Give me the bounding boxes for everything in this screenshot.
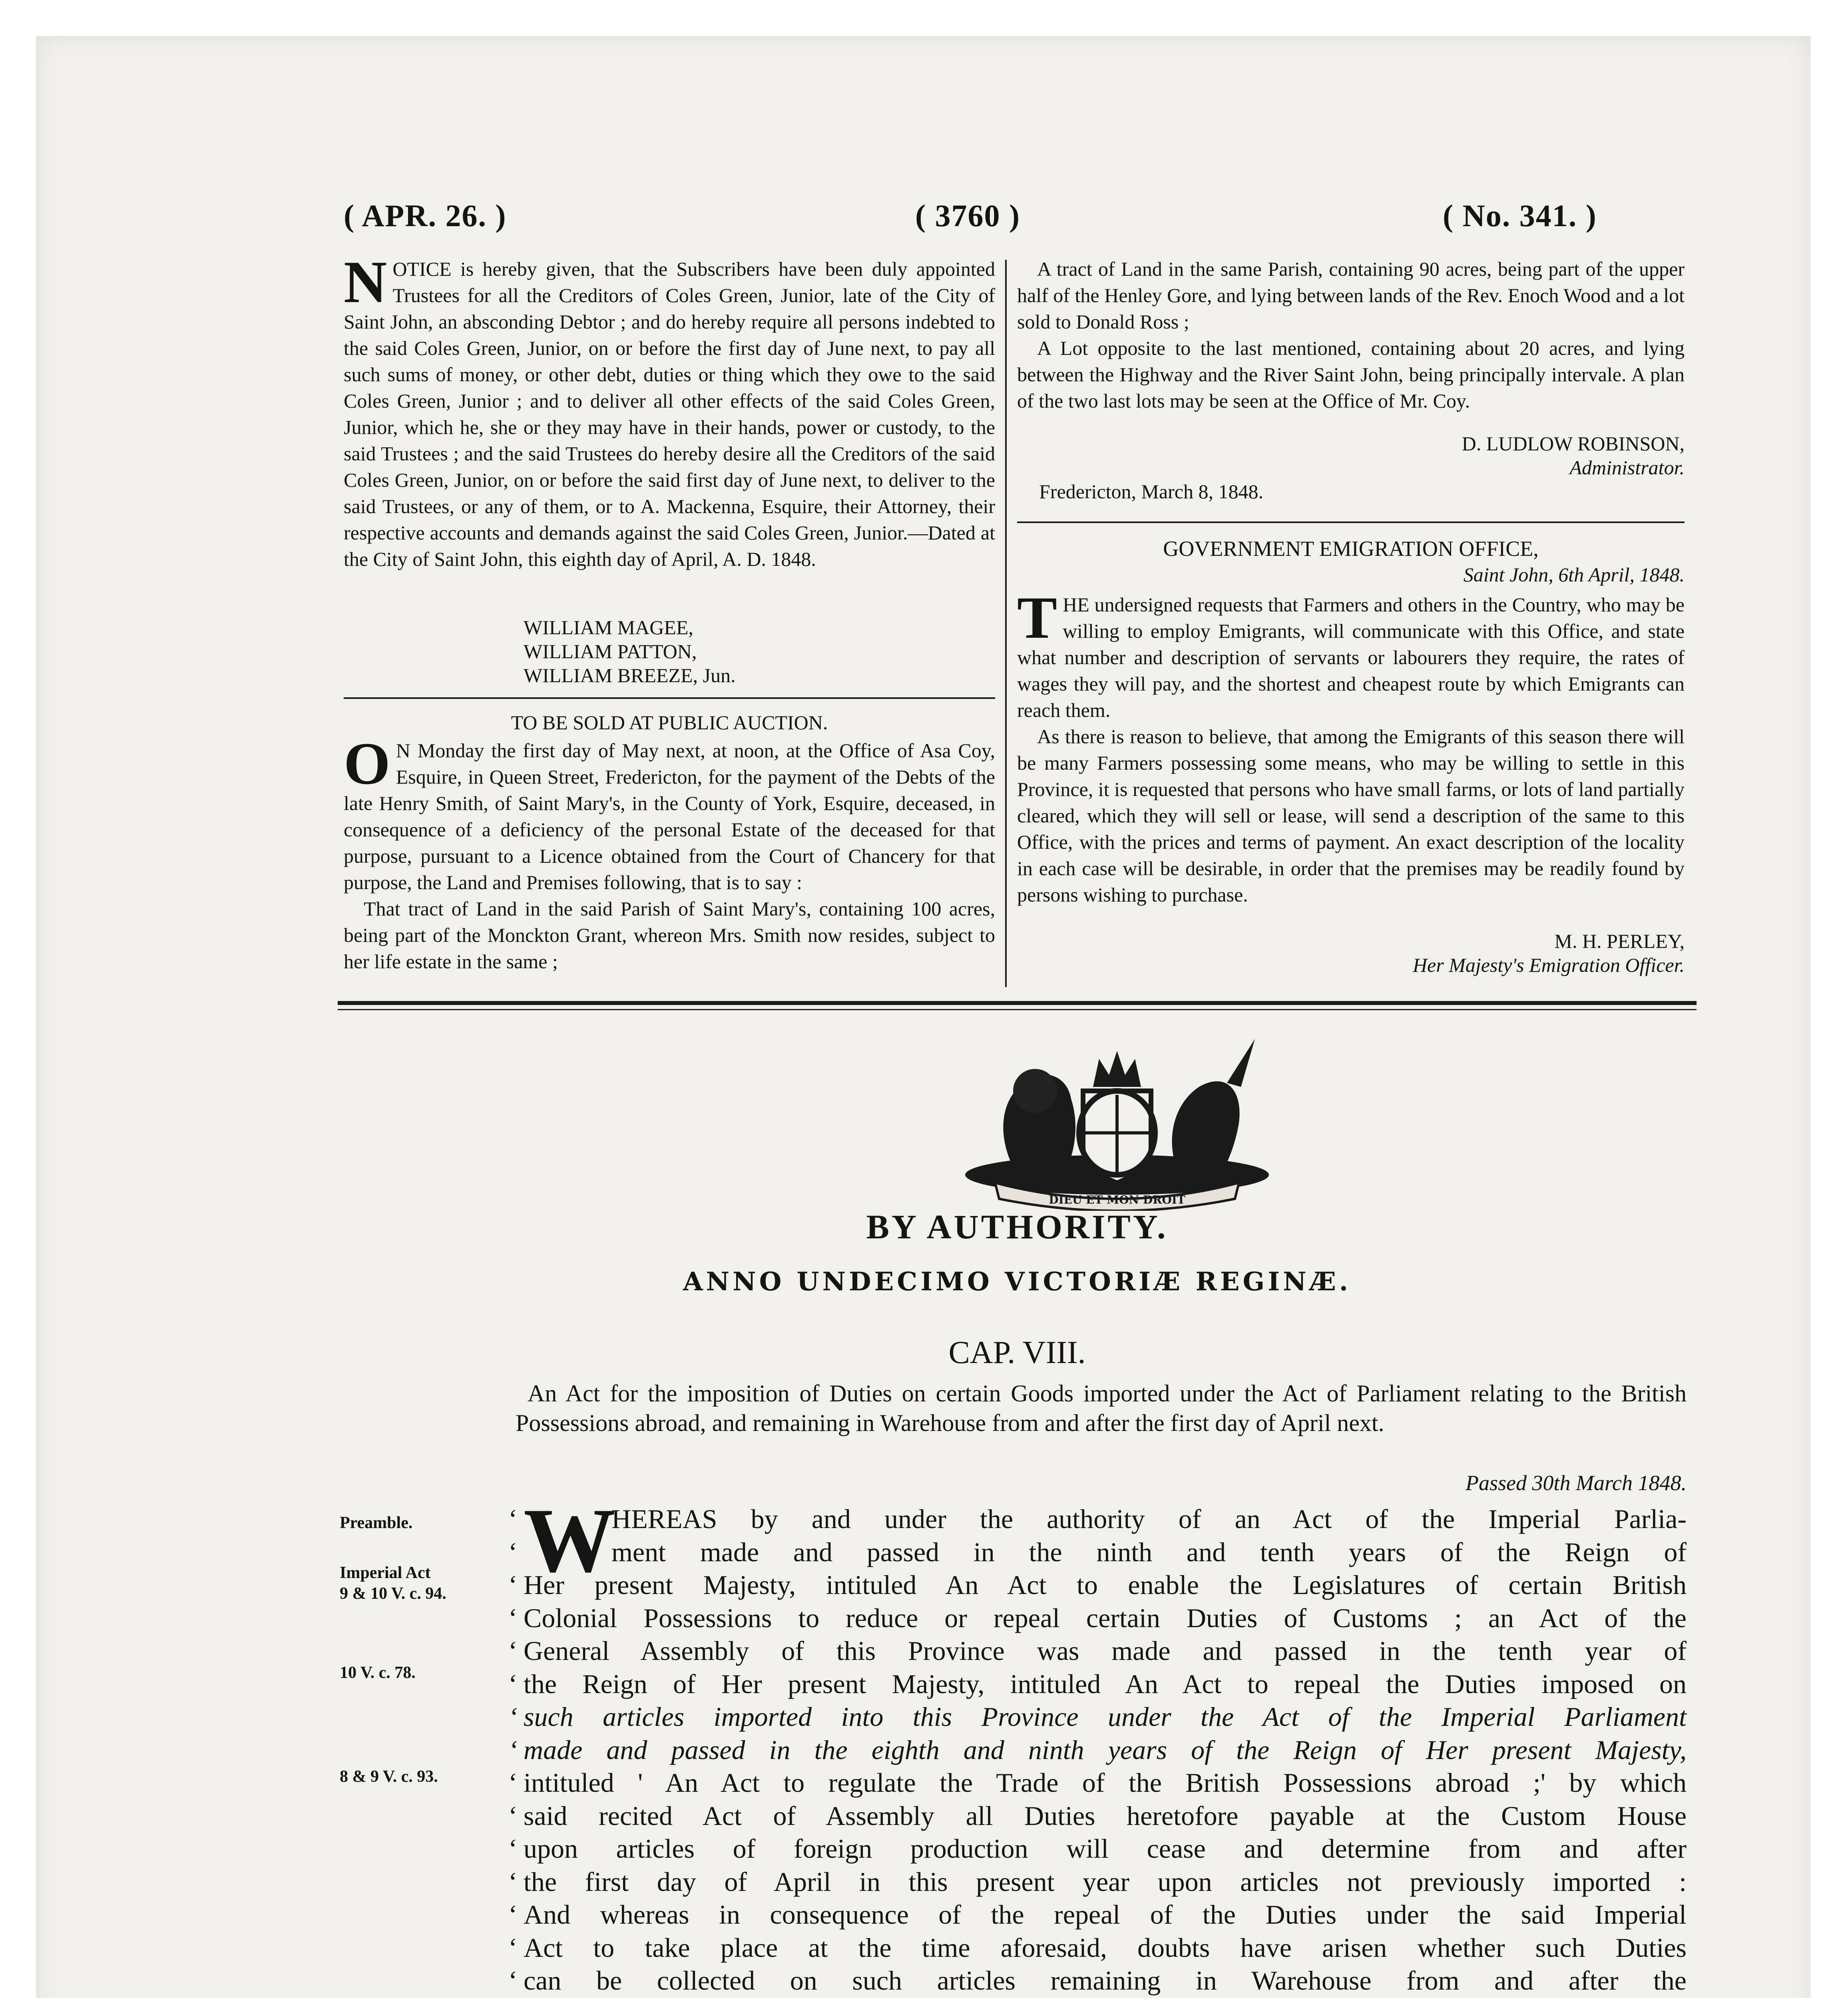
- drop-cap: W: [524, 1489, 615, 1591]
- drop-cap: T: [1017, 585, 1057, 651]
- preamble-line: General Assembly of this Province was made and passed in the tenth year of: [524, 1636, 1687, 1666]
- royal-crest-icon: [951, 1031, 1283, 1211]
- section-rule: [338, 1001, 1697, 1005]
- drop-cap: N: [344, 249, 387, 315]
- signer-name: M. H. PERLEY,: [1554, 930, 1685, 952]
- emigration-heading: GOVERNMENT EMIGRATION OFFICE,: [1163, 537, 1539, 561]
- margin-note-preamble: Preamble.: [340, 1514, 413, 1532]
- preamble-line: Act to take place at the time aforesaid, doubts have arisen whether such Duties: [524, 1932, 1687, 1963]
- signer-title: Administrator.: [1569, 456, 1685, 479]
- crest-motto: DIEU ET MON DROIT: [1049, 1193, 1185, 1206]
- creditors-notice: [344, 249, 995, 572]
- chapter-heading: CAP. VIII.: [948, 1335, 1086, 1370]
- auction-heading: TO BE SOLD AT PUBLIC AUCTION.: [511, 711, 828, 734]
- emigration-dateline: Saint John, 6th April, 1848.: [1463, 563, 1685, 586]
- creditors-signatories: [524, 615, 735, 687]
- regnal-year-heading: ANNO UNDECIMO VICTORIÆ REGINÆ.: [683, 1267, 1352, 1297]
- preamble-line-wrap: [524, 1766, 1687, 1799]
- preamble-line-wrap: [524, 1602, 1687, 1635]
- auction-dateline: Fredericton, March 8, 1848.: [1039, 480, 1263, 503]
- preamble-line: intituled ' An Act to regulate the Trade of the British Possessions abroad ;' by which: [524, 1767, 1687, 1798]
- signatory: WILLIAM PATTON,: [524, 640, 697, 663]
- preamble-line: said recited Act of Assembly all Duties heretofore payable at the Custom House: [524, 1800, 1687, 1831]
- auction-continued: [1017, 256, 1685, 414]
- margin-note-imperial-act: Imperial Act: [340, 1564, 431, 1582]
- emigration-notice: [1017, 585, 1685, 908]
- preamble-line-wrap: [524, 1668, 1687, 1701]
- emigration-signature: [1017, 929, 1685, 977]
- preamble-line-wrap: [524, 1898, 1687, 1931]
- preamble-line: And whereas in consequence of the repeal of the Duties under the said Imperial: [524, 1899, 1687, 1930]
- act-title: An Act for the imposition of Duties on certain Goods imported under the Act of Parliament relating to the British Possessions abroad, and remaining in Warehouse from and after the first day of April next.: [516, 1380, 1687, 1436]
- creditors-notice-body: OTICE is hereby given, that the Subscribers have been duly appointed Trustees for all the Creditors of Coles Green, Junior, late of the City of Saint John, an absconding Debtor ; and do hereby require all persons indebted to the said Coles Green, Junior, on or before the first day of June next, to pay all such sums of money, or other debt, duties or thing which they owe to the said Coles Green, Junior ; and to deliver all other effects of the said Coles Green, Junior, which he, she or they may have in their hands, power or custody, to the said Trustees ; and the said Trustees do hereby desire all the Creditors of the said Coles Green, Junior, on or before the said first day of June next, to deliver to the said Trustees, or any of them, or to A. Mackenna, Esquire, their Attorney, their respective accounts and demands against the said Coles Green, Junior.—Dated at the City of Saint John, this eighth day of April, A. D. 1848.: [344, 258, 995, 570]
- preamble-line: the Reign of Her present Majesty, intituled An Act to repeal the Duties imposed on: [524, 1668, 1687, 1699]
- preamble-line-wrap: [524, 1733, 1687, 1767]
- margin-note-statute: 9 & 10 V. c. 94.: [340, 1584, 446, 1603]
- auction-lot-1: That tract of Land in the said Parish of Saint Mary's, containing 100 acres, being part of the Monckton Grant, whereon Mrs. Smith now resides, subject to her life estate in the same ;: [344, 898, 995, 973]
- auction-body: N Monday the first day of May next, at noon, at the Office of Asa Coy, Esquire, in Queen Street, Fredericton, for the payment of the Debts of the late Henry Smith, of Saint Mary's, in the County of York, Esquire, deceased, in consequence of a deficiency of the personal Estate of the deceased for that purpose, pursuant to a Licence obtained from the Court of Chancery for that purpose, the Land and Premises following, that is to say :: [344, 739, 995, 894]
- preamble-line-wrap: [524, 1865, 1687, 1898]
- preamble-line-wrap: [524, 1832, 1687, 1865]
- signer-title: Her Majesty's Emigration Officer.: [1412, 954, 1685, 976]
- preamble-line: Colonial Possessions to reduce or repeal certain Duties of Customs ; an Act of the: [524, 1602, 1687, 1633]
- administrator-signature: [1017, 432, 1685, 480]
- divider-rule: [1017, 521, 1685, 523]
- signer-name: D. LUDLOW ROBINSON,: [1462, 432, 1685, 455]
- emigration-body-2: As there is reason to believe, that among the Emigrants of this season there will be many Farmers possessing some means, who may be willing to settle in this Province, it is requested that persons who have small farms, or lots of land partially cleared, which they will sell or lease, will send a description of the same to this Office, with the prices and terms of payment. An exact description of the locality in each case will be desirable, in order that the premises may be readily found by persons wishing to purchase.: [1017, 725, 1685, 906]
- preamble-line-wrap: [524, 1634, 1687, 1668]
- preamble-line-wrap: [524, 1568, 1687, 1602]
- preamble-line: such articles imported into this Province under the Act of the Imperial Parliament: [524, 1701, 1687, 1732]
- preamble-line-wrap: [524, 1799, 1687, 1833]
- page-number: ( 3760 ): [915, 198, 1020, 233]
- act-preamble: [524, 1489, 1687, 1998]
- preamble-line: HEREAS by and under the authority of an Act of the Imperial Parlia-: [611, 1504, 1687, 1534]
- emigration-body: HE undersigned requests that Farmers and others in the Country, who may be willing to employ Emigrants, will communicate with this Office, and state what number and description of servants or labourers they require, the rates of wages they will pay, and the shortest and cheapest route by which Emigrants can reach them.: [1017, 593, 1685, 721]
- preamble-line: Her present Majesty, intituled An Act to enable the Legislatures of certain British: [524, 1570, 1687, 1600]
- issue-date: ( APR. 26. ): [344, 198, 507, 233]
- divider-rule: [344, 697, 995, 699]
- preamble-line: ment made and passed in the ninth and tenth years of the Reign of: [611, 1536, 1687, 1567]
- margin-note-statute: 10 V. c. 78.: [340, 1664, 416, 1682]
- preamble-line-wrap: [524, 1964, 1687, 1997]
- margin-note-statute: 8 & 9 V. c. 93.: [340, 1767, 438, 1786]
- preamble-line: upon articles of foreign production will cease and determine from and after: [524, 1833, 1687, 1864]
- drop-cap: O: [344, 730, 390, 797]
- preamble-line-wrap: [524, 1536, 1687, 1569]
- auction-lot-3: A Lot opposite to the last mentioned, containing about 20 acres, and lying between the Highway and the River Saint John, being principally intervale. A plan of the two last lots may be seen at the Office of Mr. Coy.: [1017, 337, 1685, 412]
- passed-date: Passed 30th March 1848.: [1466, 1471, 1687, 1495]
- preamble-line: made and passed in the eighth and ninth years of the Reign of Her present Majesty,: [524, 1734, 1687, 1765]
- signatory: WILLIAM BREEZE, Jun.: [524, 664, 736, 687]
- signatory: WILLIAM MAGEE,: [524, 616, 693, 639]
- issue-number: ( No. 341. ): [1443, 198, 1597, 233]
- section-rule: [338, 1009, 1697, 1010]
- auction-lot-2: A tract of Land in the same Parish, containing 90 acres, being part of the upper half of the Henley Gore, and lying between lands of the Rev. Enoch Wood and a lot sold to Donald Ross ;: [1017, 258, 1685, 333]
- by-authority-heading: BY AUTHORITY.: [866, 1208, 1168, 1246]
- preamble-line-wrap: [524, 1931, 1687, 1964]
- preamble-line: can be collected on such articles remaining in Warehouse from and after the: [524, 1965, 1687, 1996]
- auction-notice: [344, 730, 995, 975]
- preamble-line: the first day of April in this present year upon articles not previously imported :: [524, 1866, 1687, 1897]
- column-divider: [1005, 260, 1007, 987]
- preamble-line-wrap: [524, 1700, 1687, 1733]
